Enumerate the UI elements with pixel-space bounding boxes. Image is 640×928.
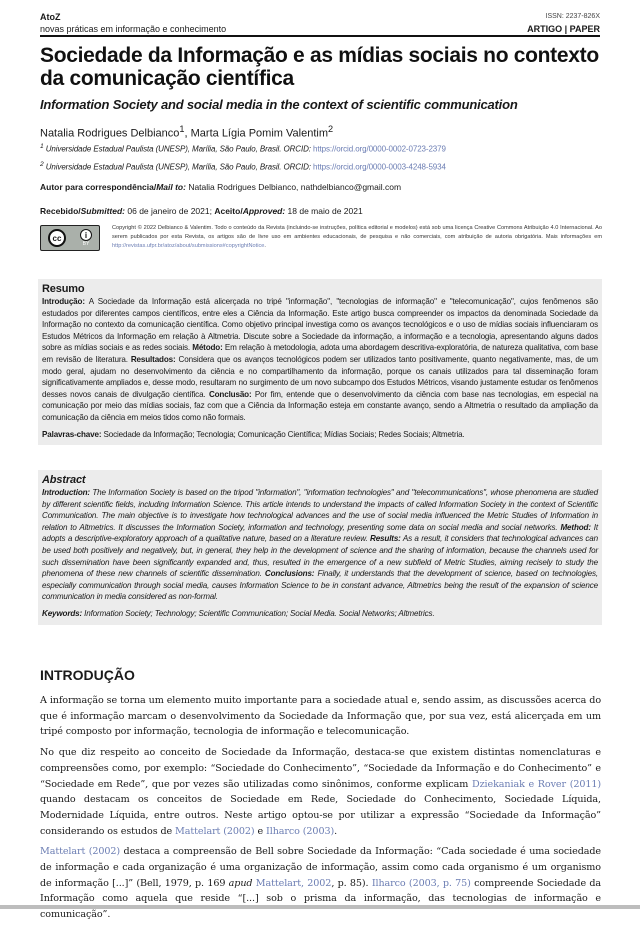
keywords: [42, 608, 598, 620]
citation-link[interactable]: Mattelart (2002): [175, 825, 255, 837]
resumo-box: [38, 279, 602, 445]
text: compreende Sociedade da Informação como aquela que reside “[...] sob o prisma da informação, das tecnologias de informação e comunicação”.: [40, 877, 602, 921]
label: Conclusions:: [264, 569, 315, 579]
label: Método:: [192, 343, 223, 353]
text: Information Society; Technology; Scientific Communication; Social Media. Social Networks; Altmetrics.: [82, 608, 435, 618]
page-title: Sociedade da Informação e as mídias sociais no contexto da comunicação científica: [40, 44, 599, 90]
aff-text: Universidade Estadual Paulista (UNESP), Marília, São Paulo, Brasil. ORCID:: [43, 162, 314, 172]
label: Conclusão:: [208, 389, 252, 399]
text: Finally, it understands that the development of science, based on technologies, especially communication through social media, causes Information Science to be in constant advance, Altmetrics being the result of the expansion of science communication in media considered as non-formal.: [42, 569, 598, 602]
palavras-chave: [42, 429, 598, 441]
text: , p. 85).: [331, 877, 372, 889]
affiliation-1: [40, 143, 446, 154]
aff-sup: 2: [40, 161, 44, 168]
label: Introduction:: [42, 488, 90, 497]
copyright-notice: [112, 224, 602, 251]
text: No que diz respeito ao conceito de Sociedade da Informação, destaca-se que existem distintas nomenclaturas e compreensões como, por exemplo: “Sociedade do Conhecimento”, “Sociedade da Informação e do Conhecimento” e “Sociedade em Rede”, que por vezes são utilizadas como sinônimos, conforme explicam: [40, 747, 601, 790]
text: quando destacam os conceitos de Sociedade em Rede, Sociedade do Conhecimento, Sociedade Líquida, Modernidade Líquida, entre outros. Neste artigo optou-se por utilizar a expressão “Sociedade da Informação” considerando os estudos de: [40, 794, 601, 837]
citation-link[interactable]: Ilharco (2003, p. 75): [371, 877, 471, 889]
text: Por fim, entende que o desenvolvimento da ciência com base nas tecnologias, em especial na comunicação por meio das mídias sociais, faz com que a Ciência da Informação esteja em constante avanço, sendo a Altmetria o resultado da ampliação da comunicação da ciência em meios tidos como não formais.: [42, 389, 598, 422]
paragraph: A informação se torna um elemento muito importante para a sociedade atual e, sendo assim, as discussões acerca do que é informação marcam o desenvolvimento da Sociedade da Informação que, por sua vez, está alicerçada em um tripé composto por informação, tecnologia de informação e telecomunicação.: [40, 695, 601, 738]
resumo-text: [42, 296, 598, 424]
copyright-text: Copyright © 2022 Delbianco & Valentim. Todo o conteúdo da Revista (incluindo-se instruções, política editorial e modelos) está sob uma licença Creative Commons Atribuição 4.0 Internacional. Ao serem publicados por esta Revista, os artigos são de livre uso em ambientes educacionais, de pesquisa e não comerciais, com atribuição de autoria obrigatória. Mais informações em: [112, 225, 602, 240]
text: A Sociedade da Informação está alicerçada no tripé "informação", "tecnologias de informação" e "telecomunicação", cujos fenômenos são estudados por diferentes campos científicos, entre eles a Ciência da Informação. Este artigo busca compreender os impactos da denominada Sociedade da Informação no contexto da comunicação científica. Como objetivo principal investiga como os avanços tecnológicos e o uso de mídias sociais influenciaram os Estudos Métricos da Informação em relação à Altmetria. Discute sobre a Sociedade da informação, a informação e a tecnologia, apresentando alguns dados sobre as mídias sociais e as redes sociais.: [42, 297, 598, 353]
section-heading-introducao: INTRODUÇÃO: [40, 667, 135, 683]
aff-sup: 1: [40, 143, 44, 150]
orcid-link[interactable]: https://orcid.org/0000-0002-0723-2379: [313, 144, 446, 154]
label: Introdução:: [42, 297, 85, 306]
abstract-text: [42, 487, 598, 603]
copyright-end: .: [264, 243, 266, 249]
text: .: [334, 825, 338, 837]
copyright-link[interactable]: http://revistas.ufpr.br/atoz/about/submissions#copyrightNotice: [112, 243, 265, 249]
dates: [40, 206, 363, 216]
citation-link[interactable]: Mattelart, 2002: [255, 877, 332, 889]
english-title: Information Society and social media in the context of scientific communication: [40, 97, 518, 112]
label: Keywords:: [42, 608, 83, 618]
received-date: 06 de janeiro de 2021;: [125, 206, 215, 216]
page-bottom-bar: [0, 905, 640, 909]
paragraph: [40, 844, 601, 923]
label: Resultados:: [130, 354, 176, 364]
journal-header: [40, 11, 226, 35]
abstract-heading: Abstract: [42, 474, 86, 486]
corr-value: Natalia Rodrigues Delbianco, nathdelbianco@gmail.com: [185, 182, 402, 192]
text: Em relação à metodologia, adota uma abordagem descritiva-exploratória, de natureza qualitativa, com base em revisão de literatura.: [42, 343, 598, 364]
article-type: ARTIGO | PAPER: [527, 24, 600, 34]
attribution-icon: i: [80, 229, 92, 241]
citation-link[interactable]: Ilharco (2003): [266, 825, 335, 837]
text: Considera que os avanços tecnológicos podem ser utilizados tanto positivamente, quanto negativamente, mas, de um modo geral, ajudam no desenvolvimento da ciência e no compartilhamento da informação, porque os canais utilizados para tal disseminação foram significativamente ampliados e, desse modo, resultaram no surgimento de um novo subcampo dos Estudos Métricos, visando justamente estudar os fenômenos desses novos canais de divulgação científica.: [42, 354, 598, 399]
cc-icon: cc: [48, 229, 66, 247]
journal-name: AtoZ: [40, 12, 61, 22]
issn: ISSN: 2237-826X: [545, 13, 600, 20]
text: destaca a compreensão de Bell sobre Sociedade da Informação: “Cada sociedade é uma sociedade de informação e cada organização é uma organização de informação, assim como cada organismo é um organismo de informação [...]” (Bell, 1979, p. 169: [40, 846, 601, 889]
received-label-en: Submitted:: [80, 206, 126, 216]
received-label: Recebido/: [40, 206, 81, 216]
approved-label: Aceito/: [214, 206, 243, 216]
corr-label: Autor para correspondência/: [40, 182, 157, 192]
article-meta-header: [527, 11, 600, 35]
author-1-sup: 1: [179, 124, 185, 134]
orcid-link[interactable]: https://orcid.org/0000-0003-4248-5934: [313, 162, 446, 172]
label: Method:: [560, 522, 591, 532]
citation-link[interactable]: Mattelart (2002): [40, 846, 121, 858]
author-sep: ,: [184, 127, 191, 140]
approved-label-en: Approved:: [242, 206, 286, 216]
label: Results:: [370, 534, 401, 544]
journal-subtitle: novas práticas em informação e conhecimento: [40, 24, 227, 34]
aff-text: Universidade Estadual Paulista (UNESP), Marília, São Paulo, Brasil. ORCID:: [43, 144, 314, 154]
abstract-box: [38, 470, 602, 625]
text: e: [254, 825, 267, 837]
body-text: [40, 693, 601, 928]
citation-link[interactable]: Dziekaniak e Rover (2011): [471, 778, 601, 790]
resumo-heading: Resumo: [42, 283, 85, 295]
apud: apud: [228, 877, 253, 889]
text: Sociedade da Informação; Tecnologia; Comunicação Científica; Mídias Sociais; Redes Sociais; Altmetria.: [101, 429, 465, 439]
text: It adopts a descriptive-exploratory approach of a qualitative nature, based on a literature review.: [42, 522, 599, 544]
corr-label-en: Mail to:: [156, 182, 186, 192]
affiliation-2: [40, 161, 446, 172]
cc-by-license-badge[interactable]: [40, 225, 100, 251]
author-1: Natalia Rodrigues Delbianco: [40, 127, 180, 140]
correspondence: [40, 182, 401, 192]
author-2: Marta Lígia Pomim Valentim: [190, 127, 328, 140]
text: The Information Society is based on the tripod "information", "information technologies" and "telecommunications", whose phenomena are studied by different scientific fields, including Information Science. This article intends to understand the impacts of called Information Society in the context of Scientific Communication. The main objective is to investigate how technological advances and the use of social media influenced the Metric Studies of Information in relation to Altmetrics. It discusses the Information Society, information and technology, presenting some data on social media and social networks.: [42, 488, 598, 532]
header-rule: [40, 35, 600, 37]
paragraph: [40, 745, 601, 839]
label: Palavras-chave:: [42, 429, 102, 439]
approved-date: 18 de maio de 2021: [285, 206, 363, 216]
authors: [40, 124, 333, 140]
text: As a result, it considers that technological advances can be used both positively and negatively, but, in general, they help in the development of science and the sharing of information, because the channels used for such dissemination have been significantly expanded and, thus, resulted in the emergence of a new subfield of Metric Studies, aiming recisely to study the phenomena of these new channels of scientific dissemination.: [42, 534, 598, 579]
by-label: BY: [82, 241, 90, 247]
author-2-sup: 2: [328, 124, 334, 134]
